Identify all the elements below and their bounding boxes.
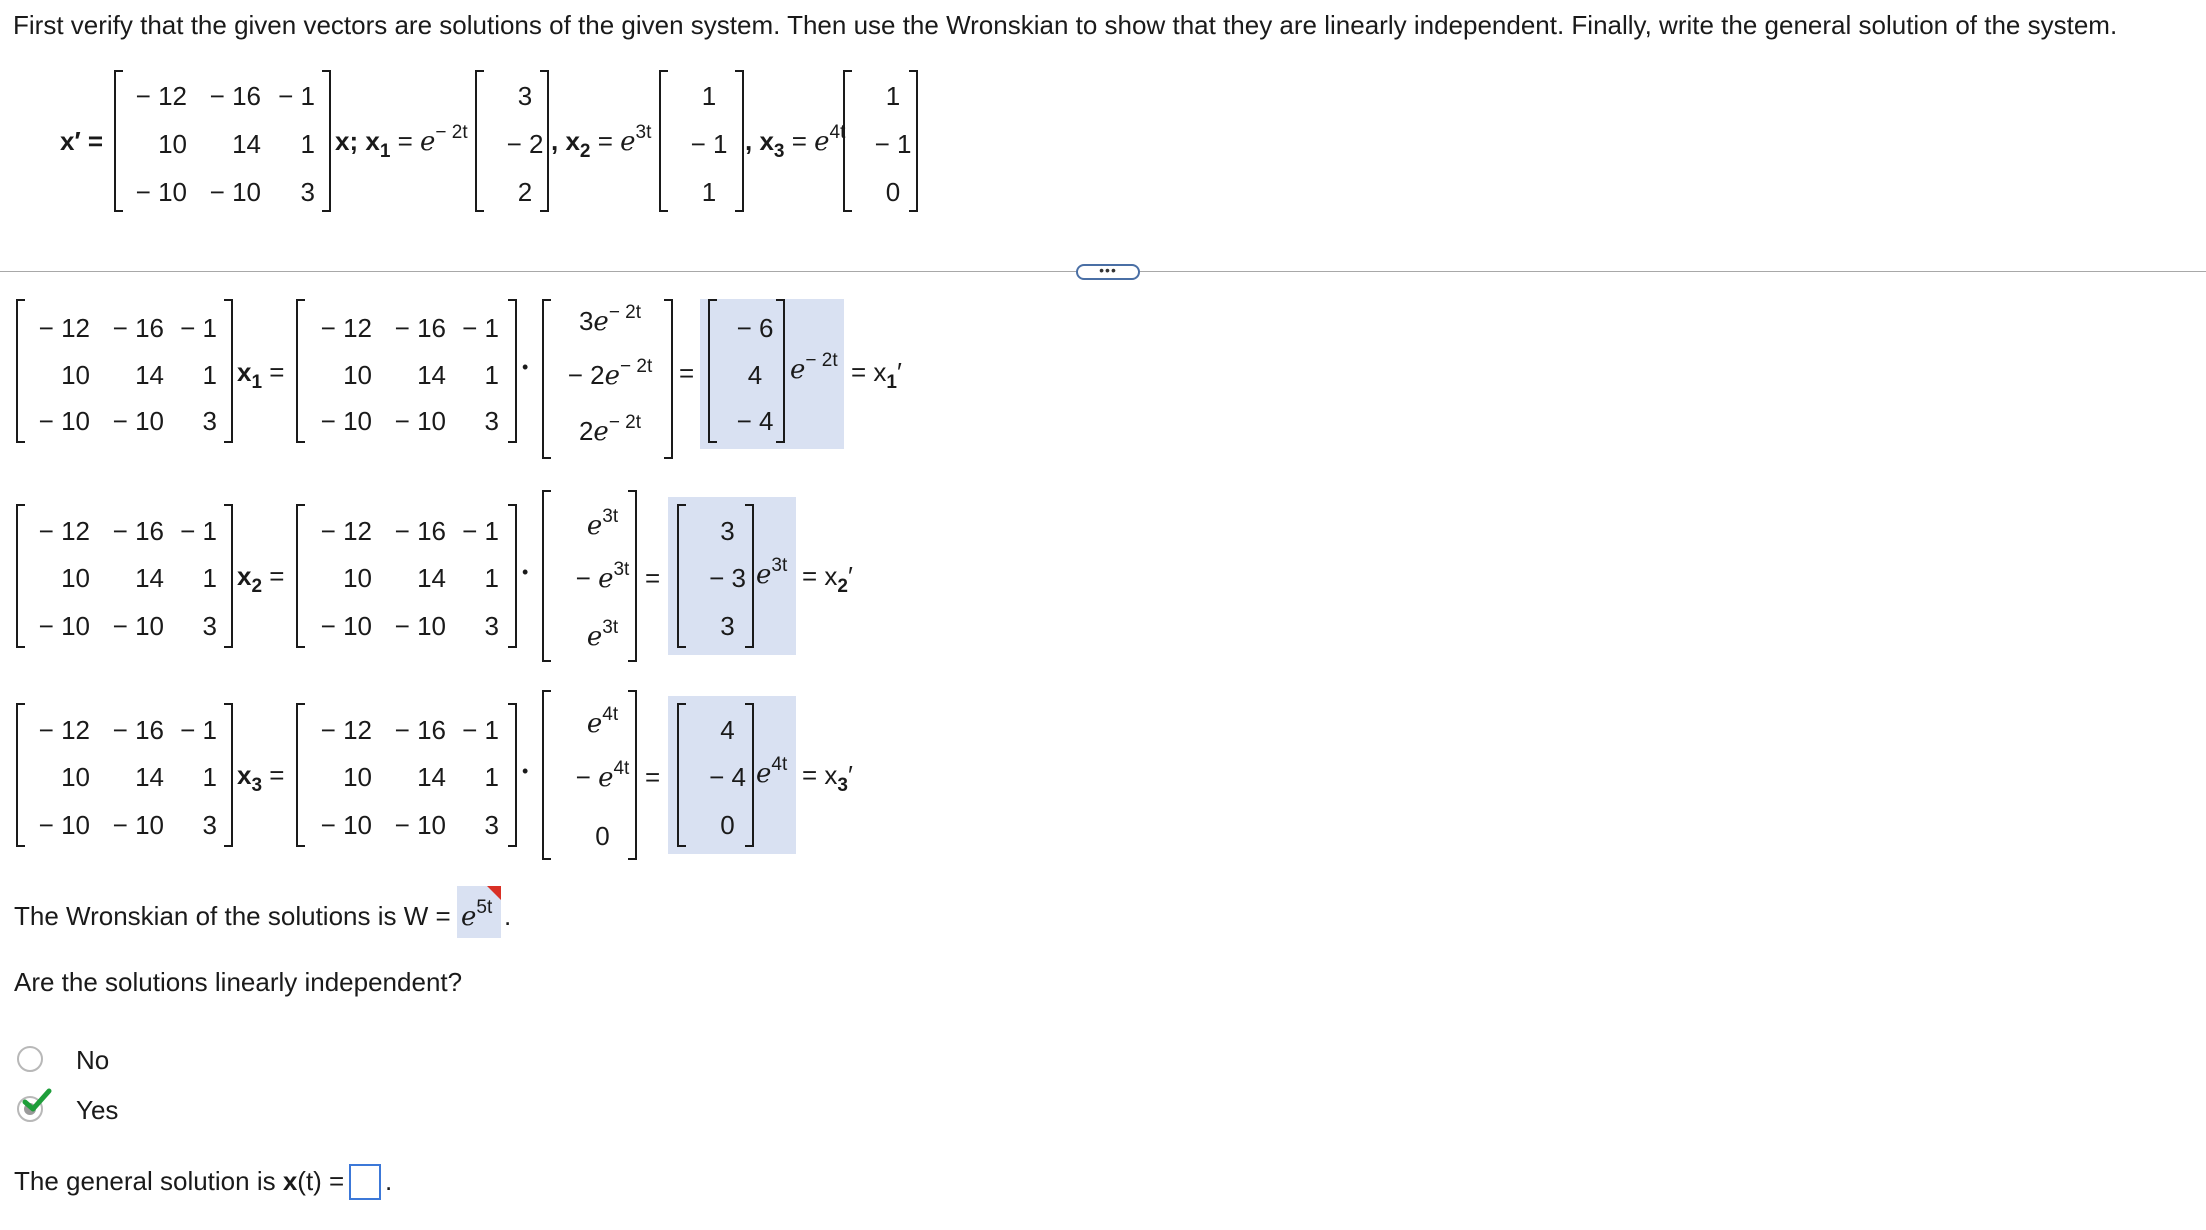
row3-v1-exp: 4t bbox=[602, 704, 619, 725]
row3-b-11: − 12 bbox=[320, 715, 372, 745]
row2-v2-exp: 3t bbox=[613, 559, 630, 580]
row2-b-left-bracket bbox=[296, 504, 305, 648]
row2-x-sub: 2 bbox=[251, 576, 263, 597]
row2-a-21: 10 bbox=[61, 563, 90, 593]
row3-b-12: − 16 bbox=[394, 715, 446, 745]
general-solution-label bbox=[14, 1168, 344, 1194]
a-31: − 10 bbox=[135, 177, 187, 207]
row2-v1-exp: 3t bbox=[602, 506, 619, 527]
row3-r1: 4 bbox=[720, 715, 735, 745]
x1-base: e bbox=[420, 127, 436, 157]
x3-v1: 1 bbox=[885, 81, 901, 111]
row2-v2-base: e bbox=[598, 564, 614, 594]
row1-rhs-text: = x bbox=[851, 357, 887, 387]
row1-v3-base: e bbox=[593, 417, 609, 447]
row2-rhs bbox=[802, 561, 853, 597]
row1-b-13: − 1 bbox=[462, 313, 499, 343]
row1-a-31: − 10 bbox=[38, 406, 90, 436]
row3-v2-exp: 4t bbox=[613, 758, 630, 779]
row2-rhs-text: = x bbox=[802, 561, 838, 591]
x3-v2: − 1 bbox=[874, 129, 912, 159]
row2-a-left-bracket bbox=[16, 504, 25, 648]
row1-b-22: 14 bbox=[417, 360, 446, 390]
row3-a-12: − 16 bbox=[112, 715, 164, 745]
x3-prefix: , x bbox=[745, 126, 774, 156]
row2-a-32: − 10 bbox=[112, 611, 164, 641]
row3-a-11: − 12 bbox=[38, 715, 90, 745]
row2-b-13: − 1 bbox=[462, 516, 499, 546]
row2-r-right-bracket bbox=[745, 504, 754, 648]
row1-a-13: − 1 bbox=[180, 313, 217, 343]
row1-a-12: − 16 bbox=[112, 313, 164, 343]
row3-rhs-prime: ′ bbox=[848, 760, 853, 790]
row3-b-31: − 10 bbox=[320, 810, 372, 840]
row1-b-right-bracket bbox=[508, 299, 517, 443]
row3-rhs-sub: 3 bbox=[837, 775, 848, 796]
row1-a-23: 1 bbox=[202, 360, 217, 390]
row1-v1-exp: − 2t bbox=[608, 302, 642, 323]
a-22: 14 bbox=[232, 129, 261, 159]
row2-b-12: − 16 bbox=[394, 516, 446, 546]
row1-b-32: − 10 bbox=[394, 406, 446, 436]
general-solution-input[interactable] bbox=[349, 1164, 381, 1200]
row1-dot: • bbox=[522, 357, 529, 377]
row1-v3 bbox=[555, 412, 665, 447]
row3-equals: = bbox=[645, 762, 661, 792]
general-bold-x: x bbox=[282, 1166, 298, 1196]
row1-a-21: 10 bbox=[61, 360, 90, 390]
independence-question: Are the solutions linearly independent? bbox=[14, 967, 463, 997]
xprime-label: x′ = bbox=[60, 126, 104, 156]
row1-r-left-bracket bbox=[708, 299, 717, 443]
row1-v-right-bracket bbox=[664, 299, 673, 459]
wronskian-label: The Wronskian of the solutions is W = bbox=[14, 901, 451, 931]
x1-v2: − 2 bbox=[506, 129, 544, 159]
wronskian-base: e bbox=[461, 902, 477, 932]
row2-v3-base: e bbox=[586, 622, 603, 652]
x3-eq: = bbox=[784, 126, 815, 156]
option-no-label: No bbox=[76, 1045, 110, 1075]
row3-v-left-bracket bbox=[542, 690, 551, 860]
x2-prefix: , x bbox=[551, 126, 580, 156]
answer-flag-icon bbox=[487, 886, 501, 900]
a-33: 3 bbox=[300, 177, 315, 207]
row2-v-left-bracket bbox=[542, 490, 551, 662]
row1-r1: − 6 bbox=[736, 313, 774, 343]
x2-base: e bbox=[620, 127, 636, 157]
row1-v2-base: e bbox=[604, 361, 621, 391]
row3-v2-lead: − bbox=[575, 762, 599, 792]
x2-sub: 2 bbox=[579, 141, 591, 162]
row1-a-32: − 10 bbox=[112, 406, 164, 436]
row2-x: x bbox=[237, 561, 252, 591]
row2-b-33: 3 bbox=[484, 611, 499, 641]
row1-rhs-sub: 1 bbox=[886, 372, 897, 393]
row2-a-22: 14 bbox=[135, 563, 164, 593]
wronskian-answer[interactable] bbox=[461, 897, 493, 932]
instructions-text: First verify that the given vectors are solutions of the given system. Then use the Wronskian to show that they are linearly independent. Finally, write the general solution of the system. bbox=[13, 10, 2118, 40]
x2-v1: 1 bbox=[701, 81, 717, 111]
row3-x: x bbox=[237, 760, 252, 790]
a-23: 1 bbox=[300, 129, 315, 159]
row1-v1 bbox=[555, 302, 665, 337]
row3-dot: • bbox=[522, 761, 529, 781]
a-12: − 16 bbox=[209, 81, 261, 111]
x1-sub: 1 bbox=[379, 141, 391, 162]
row1-b-23: 1 bbox=[484, 360, 499, 390]
row2-b-right-bracket bbox=[508, 504, 517, 648]
row3-b-13: − 1 bbox=[462, 715, 499, 745]
row3-r-left-bracket bbox=[677, 703, 686, 847]
row3-x-sub: 3 bbox=[251, 775, 263, 796]
row2-b-31: − 10 bbox=[320, 611, 372, 641]
x3-sub: 3 bbox=[773, 141, 785, 162]
row2-rhs-sub: 2 bbox=[837, 576, 848, 597]
row1-b-12: − 16 bbox=[394, 313, 446, 343]
row1-v1-base: e bbox=[593, 307, 609, 337]
row1-r-right-bracket bbox=[776, 299, 785, 443]
row2-a-31: − 10 bbox=[38, 611, 90, 641]
row3-v3-lead: 0 bbox=[595, 821, 610, 851]
a-13: − 1 bbox=[278, 81, 315, 111]
row1-a-11: − 12 bbox=[38, 313, 90, 343]
row3-res-base: e bbox=[756, 759, 772, 789]
row1-b-31: − 10 bbox=[320, 406, 372, 436]
row2-a-23: 1 bbox=[202, 563, 217, 593]
row2-v1-base: e bbox=[586, 511, 603, 541]
row3-a-21: 10 bbox=[61, 762, 90, 792]
row1-v3-lead: 2 bbox=[578, 416, 594, 446]
x2-eq: = bbox=[590, 126, 621, 156]
row2-a-12: − 16 bbox=[112, 516, 164, 546]
row1-v-left-bracket bbox=[542, 299, 551, 459]
row2-a-11: − 12 bbox=[38, 516, 90, 546]
row2-r2: − 3 bbox=[709, 563, 746, 593]
row3-b-33: 3 bbox=[484, 810, 499, 840]
row1-b-21: 10 bbox=[343, 360, 372, 390]
x1-v3: 2 bbox=[517, 177, 533, 207]
row3-a-22: 14 bbox=[135, 762, 164, 792]
wronskian-period: . bbox=[504, 901, 512, 931]
row2-r1: 3 bbox=[720, 516, 735, 546]
x3-base: e bbox=[814, 127, 830, 157]
row3-rhs-text: = x bbox=[802, 760, 838, 790]
x3-exp: 4t bbox=[829, 122, 846, 143]
row1-v2 bbox=[555, 356, 665, 391]
option-yes-label: Yes bbox=[76, 1095, 119, 1125]
row2-res-base: e bbox=[756, 560, 772, 590]
row2-v-right-bracket bbox=[628, 490, 637, 662]
row1-x: x bbox=[237, 357, 252, 387]
row1-rhs-prime: ′ bbox=[897, 357, 902, 387]
row2-r-left-bracket bbox=[677, 504, 686, 648]
row3-v2-base: e bbox=[598, 763, 614, 793]
row1-x-label bbox=[237, 357, 285, 393]
row3-x-label bbox=[237, 760, 285, 796]
row2-v2-lead: − bbox=[575, 563, 599, 593]
row2-b-23: 1 bbox=[484, 563, 499, 593]
row2-v3-exp: 3t bbox=[602, 617, 619, 638]
row1-v2-exp: − 2t bbox=[620, 356, 653, 377]
row2-b-22: 14 bbox=[417, 563, 446, 593]
row3-b-23: 1 bbox=[484, 762, 499, 792]
row3-b-left-bracket bbox=[296, 703, 305, 847]
row2-rhs-prime: ′ bbox=[848, 561, 853, 591]
row1-x-sub: 1 bbox=[251, 372, 263, 393]
row1-a-right-bracket bbox=[224, 299, 233, 443]
row1-equals: = bbox=[679, 358, 695, 388]
row3-v1-base: e bbox=[586, 709, 603, 739]
row2-res-exp: 3t bbox=[771, 555, 788, 576]
row1-result-exp-term bbox=[790, 350, 838, 385]
row2-x-label bbox=[237, 561, 285, 597]
row3-b-22: 14 bbox=[417, 762, 446, 792]
row1-v3-exp: − 2t bbox=[608, 412, 642, 433]
row1-eq: = bbox=[262, 357, 285, 387]
x1-v1: 3 bbox=[517, 81, 533, 111]
x-sep: x; x bbox=[335, 126, 380, 156]
row3-r-right-bracket bbox=[745, 703, 754, 847]
row3-a-31: − 10 bbox=[38, 810, 90, 840]
row1-rhs bbox=[851, 357, 902, 393]
x2-exp: 3t bbox=[635, 122, 652, 143]
row1-a-33: 3 bbox=[202, 406, 217, 436]
row3-res-exp: 4t bbox=[771, 754, 788, 775]
correct-check-icon bbox=[22, 1088, 52, 1114]
row3-result-exp-term bbox=[756, 754, 788, 789]
row2-r3: 3 bbox=[720, 611, 735, 641]
row1-a-left-bracket bbox=[16, 299, 25, 443]
row2-eq: = bbox=[262, 561, 285, 591]
row3-a-13: − 1 bbox=[180, 715, 217, 745]
row1-v1-lead: 3 bbox=[578, 306, 594, 336]
row3-rhs bbox=[802, 760, 853, 796]
row2-a-right-bracket bbox=[224, 504, 233, 648]
x1-eq: = bbox=[390, 126, 421, 156]
row1-b-33: 3 bbox=[484, 406, 499, 436]
row2-dot: • bbox=[522, 562, 529, 582]
row2-a-13: − 1 bbox=[180, 516, 217, 546]
row1-r3: − 4 bbox=[736, 406, 774, 436]
wronskian-exp: 5t bbox=[476, 897, 493, 918]
a-11: − 12 bbox=[135, 81, 187, 111]
row3-b-32: − 10 bbox=[394, 810, 446, 840]
row3-a-33: 3 bbox=[202, 810, 217, 840]
x2-v2: − 1 bbox=[690, 129, 728, 159]
x2-v3: 1 bbox=[701, 177, 717, 207]
radio-no[interactable] bbox=[17, 1046, 43, 1072]
row3-r2: − 4 bbox=[709, 762, 746, 792]
x3-v3: 0 bbox=[885, 177, 901, 207]
row3-a-left-bracket bbox=[16, 703, 25, 847]
general-post: (t) = bbox=[297, 1166, 345, 1196]
row1-b-left-bracket bbox=[296, 299, 305, 443]
row2-equals: = bbox=[645, 563, 661, 593]
more-options-button[interactable]: ••• bbox=[1076, 264, 1140, 280]
row1-b-11: − 12 bbox=[320, 313, 372, 343]
a-32: − 10 bbox=[209, 177, 261, 207]
a-21: 10 bbox=[158, 129, 187, 159]
row1-v2-lead: − 2 bbox=[567, 360, 605, 390]
row1-r2: 4 bbox=[747, 360, 763, 390]
row2-b-21: 10 bbox=[343, 563, 372, 593]
general-solution-period: . bbox=[385, 1166, 393, 1196]
row2-a-33: 3 bbox=[202, 611, 217, 641]
row3-r3: 0 bbox=[720, 810, 735, 840]
row3-eq: = bbox=[262, 760, 285, 790]
row2-b-32: − 10 bbox=[394, 611, 446, 641]
row3-b-right-bracket bbox=[508, 703, 517, 847]
row3-v-right-bracket bbox=[628, 690, 637, 860]
general-pre: The general solution is bbox=[14, 1166, 283, 1196]
row2-b-11: − 12 bbox=[320, 516, 372, 546]
row1-res-exp: − 2t bbox=[805, 350, 838, 371]
row3-a-23: 1 bbox=[202, 762, 217, 792]
row1-res-base: e bbox=[790, 355, 806, 385]
row2-result-exp-term bbox=[756, 555, 788, 590]
row3-b-21: 10 bbox=[343, 762, 372, 792]
row3-a-32: − 10 bbox=[112, 810, 164, 840]
row1-a-22: 14 bbox=[135, 360, 164, 390]
verification-area bbox=[0, 302, 2206, 873]
x1-exp: − 2t bbox=[435, 122, 468, 143]
row3-a-right-bracket bbox=[224, 703, 233, 847]
